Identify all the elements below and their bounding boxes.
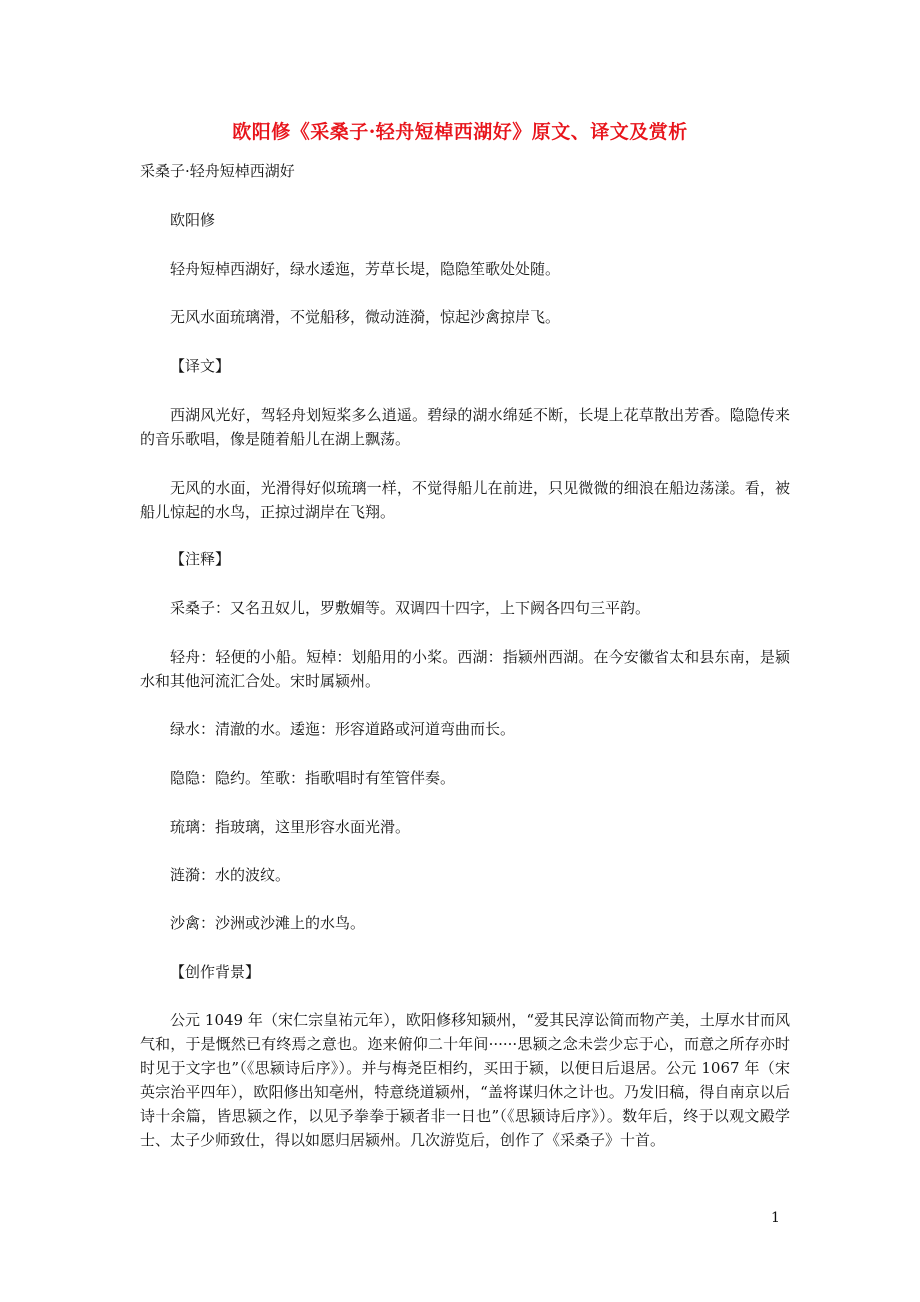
poem-line-1: 轻舟短棹西湖好，绿水逶迤，芳草长堤，隐隐笙歌处处随。 [170,260,561,278]
background-heading: 【创作背景】 [170,963,261,981]
background-paragraph: 公元 1049 年（宋仁宗皇祐元年），欧阳修移知颍州，“爱其民淳讼简而物产美，土厚水甘而风气和，于是慨然已有终焉之意也。迩来俯仰二十年间······思颍之念未尝少忘于心，而意之所存亦时时见于文字也”（《思颍诗后序》）。并与梅尧臣相约，买田于颍，以便日后退居。公元 1067 年（宋英宗治平四年），欧阳修出知亳州，特意绕道颍州，“盖将谋归休之计也。乃发旧稿，得自南京以后诗十余篇，皆思颍之作，以见予拳拳于颍者非一日也”（《思颍诗后序》）。数年后，终于以观文殿学士、太子少师致仕，得以如愿归居颍州。几次游览后，创作了《采桑子》十首。 [140,1011,790,1149]
translation-heading: 【译文】 [170,357,231,375]
note-item-3: 绿水：清澈的水。逶迤：形容道路或河道弯曲而长。 [170,720,516,738]
page-number: 1 [771,1210,780,1226]
note-item-2: 轻舟：轻便的小船。短棹：划船用的小桨。西湖：指颍州西湖。在今安徽省太和县东南，是颍水和其他河流汇合处。宋时属颍州。 [140,648,790,690]
poem-title: 采桑子·轻舟短棹西湖好 [140,162,295,180]
poem-line-2: 无风水面琉璃滑，不觉船移，微动涟漪，惊起沙禽掠岸飞。 [170,308,561,326]
note-item-7: 沙禽：沙洲或沙滩上的水鸟。 [170,914,366,932]
note-item-6: 涟漪：水的波纹。 [170,866,291,884]
poem-author: 欧阳修 [170,211,216,229]
note-item-4: 隐隐：隐约。笙歌：指歌唱时有笙管伴奏。 [170,769,456,787]
note-item-5: 琉璃：指玻璃，这里形容水面光滑。 [170,818,411,836]
document-title: 欧阳修《采桑子·轻舟短棹西湖好》原文、译文及赏析 [232,121,688,143]
translation-paragraph-1: 西湖风光好，驾轻舟划短桨多么逍遥。碧绿的湖水绵延不断，长堤上花草散出芳香。隐隐传来的音乐歌唱，像是随着船儿在湖上飘荡。 [140,406,790,448]
translation-paragraph-2: 无风的水面，光滑得好似琉璃一样，不觉得船儿在前进，只见微微的细浪在船边荡漾。看，被船儿惊起的水鸟，正掠过湖岸在飞翔。 [140,479,790,521]
notes-heading: 【注释】 [170,550,231,568]
note-item-1: 采桑子：又名丑奴儿，罗敷媚等。双调四十四字，上下阙各四句三平韵。 [170,599,651,617]
